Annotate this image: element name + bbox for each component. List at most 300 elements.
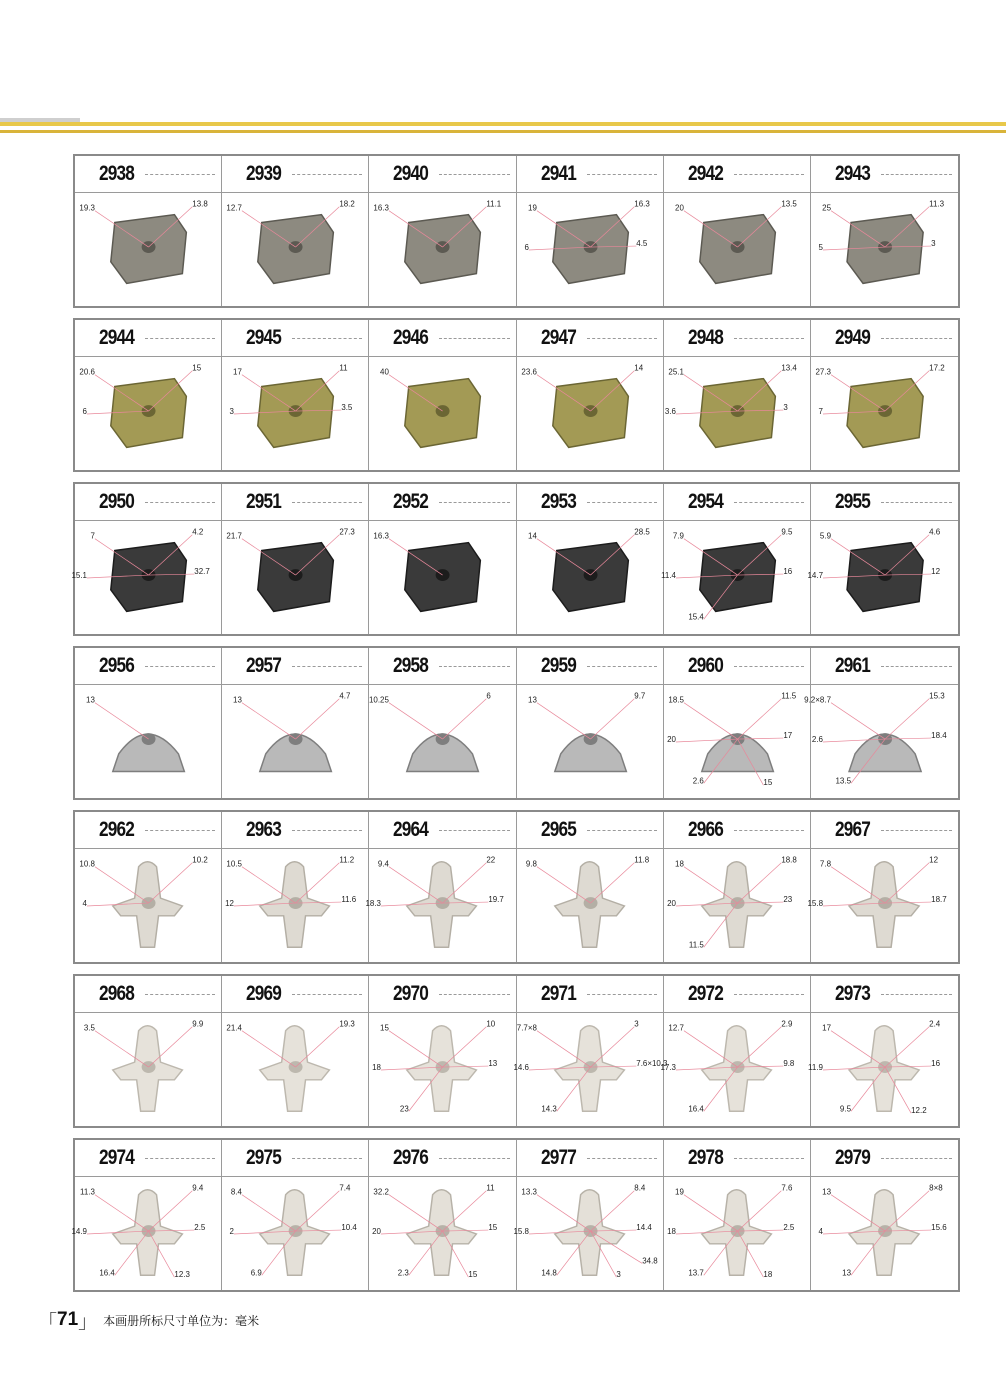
dimension-label: 15.8: [807, 899, 823, 908]
dimension-label: 11.8: [633, 855, 649, 865]
part-illustration: [369, 1013, 515, 1126]
part-header: [75, 976, 221, 1013]
header-dash-line: [145, 338, 215, 339]
dimension-label: 9.9: [192, 1019, 204, 1029]
dimension-leader: [296, 699, 340, 739]
dimension-label: 13: [527, 695, 537, 705]
part-header: [811, 1140, 958, 1177]
dimension-label: 3.5: [341, 403, 353, 413]
part-photo: [512, 1177, 663, 1290]
part-illustration: [807, 521, 958, 634]
dimension-label: 12: [225, 899, 235, 908]
catalog-row: [73, 974, 960, 1128]
dimension-label: 17: [233, 367, 243, 377]
part-header: [811, 976, 958, 1013]
part-cell: [369, 1140, 516, 1290]
dimension-label: 14.9: [71, 1227, 87, 1236]
part-photo: [75, 685, 221, 798]
header-dash-line: [881, 1158, 952, 1159]
part-header: [222, 812, 368, 849]
header-dash-line: [292, 502, 362, 503]
part-photo: [811, 357, 958, 470]
part-header: [517, 484, 663, 521]
dimension-label: 13: [86, 695, 95, 705]
part-illustration: [369, 357, 515, 470]
part-photo: [369, 1013, 515, 1126]
part-number: 2942: [687, 162, 723, 185]
part-header: [369, 484, 515, 521]
part-number: 2976: [393, 1146, 429, 1169]
part-photo: [512, 1013, 667, 1126]
part-header: [811, 484, 958, 521]
header-dash-line: [587, 1158, 657, 1159]
dimension-label: 16.3: [373, 531, 390, 541]
dimension-leader: [443, 699, 487, 739]
part-number: 2943: [834, 162, 870, 185]
part-photo: [222, 521, 368, 634]
dimension-label: 18: [763, 1270, 772, 1280]
part-photo: [222, 357, 368, 470]
part-illustration: [512, 1013, 667, 1126]
part-photo: [365, 849, 515, 962]
dimension-label: 19.3: [79, 203, 95, 213]
dimension-label: 10.25: [369, 695, 390, 705]
part-illustration: [222, 193, 368, 306]
header-dash-line: [145, 830, 215, 831]
part-header: [517, 156, 663, 193]
part-cell: [75, 648, 222, 798]
dimension-label: 9.2×8.7: [803, 695, 831, 705]
dimension-label: 13.5: [780, 199, 797, 209]
part-photo: [664, 849, 810, 962]
part-illustration: [71, 1177, 221, 1290]
part-photo: [75, 1013, 221, 1126]
dimension-leader: [831, 703, 885, 739]
part-photo: [369, 1177, 515, 1290]
bracket-close: 」: [78, 1311, 98, 1333]
dimension-label: 20: [372, 1227, 382, 1236]
dimension-label: 12: [928, 855, 938, 865]
part-header: [664, 320, 810, 357]
part-number: 2955: [834, 490, 870, 513]
part-photo: [517, 685, 663, 798]
header-dash-line: [292, 174, 362, 175]
dimension-label: 11.9: [807, 1063, 823, 1072]
dimension-label: 18: [372, 1063, 382, 1072]
part-photo: [517, 521, 663, 634]
dimension-label: 6.9: [250, 1268, 262, 1278]
part-cell: [664, 648, 811, 798]
dimension-label: 8.4: [230, 1187, 243, 1197]
dimension-label: 2.5: [782, 1223, 795, 1233]
dimension-label: 3: [633, 1019, 639, 1029]
dimension-label: 40: [380, 367, 390, 377]
part-cell: [75, 156, 222, 306]
part-cell: [512, 976, 667, 1126]
part-number: 2962: [99, 818, 135, 841]
part-photo: [664, 685, 810, 798]
part-photo: [811, 193, 958, 306]
part-cell: [222, 812, 369, 962]
part-number: 2939: [246, 162, 282, 185]
part-illustration: [664, 1177, 810, 1290]
dimension-label: 9.5: [839, 1104, 851, 1114]
part-photo: [664, 193, 810, 306]
dimension-label: 9.8: [525, 859, 537, 869]
part-number: 2956: [99, 654, 135, 677]
dimension-label: 11.3: [80, 1187, 95, 1197]
part-cell: [75, 976, 222, 1126]
part-cell: [517, 484, 664, 634]
dimension-label: 2.6: [692, 776, 704, 786]
dimension-label: 20.6: [79, 367, 95, 377]
part-illustration: [71, 521, 221, 634]
part-number: 2940: [393, 162, 429, 185]
unit-note: 本画册所标尺寸单位为：毫米: [103, 1313, 260, 1328]
part-header: [664, 648, 810, 685]
dimension-label: 13.8: [192, 199, 208, 209]
dimension-label: 17: [821, 1023, 831, 1033]
dimension-label: 2.5: [194, 1223, 206, 1233]
part-header: [517, 320, 663, 357]
header-dash-line: [734, 666, 804, 667]
dimension-label: 11.3: [928, 199, 944, 209]
part-number: 2959: [540, 654, 576, 677]
part-photo: [517, 357, 663, 470]
part-cell: [369, 976, 516, 1126]
dimension-label: 16.4: [687, 1104, 704, 1114]
part-number: 2945: [246, 326, 282, 349]
dimension-leader: [389, 703, 443, 739]
part-number: 2953: [540, 490, 576, 513]
part-header: [75, 1140, 221, 1177]
part-photo: [75, 849, 221, 962]
dimension-label: 10.8: [79, 859, 95, 869]
dimension-label: 12.7: [668, 1023, 684, 1033]
part-cell: [222, 648, 369, 798]
dimension-label: 3.5: [83, 1023, 95, 1033]
part-photo: [71, 1177, 221, 1290]
header-dash-line: [439, 502, 509, 503]
part-illustration: [222, 685, 368, 798]
part-header: [811, 156, 958, 193]
part-header: [811, 648, 958, 685]
dimension-label: 23: [782, 895, 792, 905]
dimension-label: 7.6: [780, 1183, 793, 1193]
part-cell: [807, 812, 958, 962]
part-header: [75, 812, 221, 849]
header-dash-line: [292, 666, 362, 667]
part-photo: [807, 849, 958, 962]
dimension-label: 2.3: [398, 1268, 410, 1278]
header-dash-line: [587, 174, 657, 175]
page-header-area: [0, 0, 1006, 118]
dimension-leader: [590, 699, 634, 739]
part-illustration: [222, 849, 368, 962]
dimension-leader: [536, 703, 590, 739]
part-illustration: [222, 1177, 368, 1290]
part-cell: [369, 484, 516, 634]
part-illustration: [222, 1013, 368, 1126]
dimension-label: 25.1: [668, 367, 684, 377]
part-illustration: [664, 357, 810, 470]
header-dash-line: [439, 174, 509, 175]
part-cell: [517, 648, 664, 798]
dimension-label: 11.6: [341, 895, 357, 905]
part-illustration: [664, 193, 810, 306]
dimension-label: 10.4: [341, 1223, 357, 1233]
header-dash-line: [145, 502, 215, 503]
header-dash-line: [587, 666, 657, 667]
part-photo: [71, 521, 221, 634]
part-number: 2946: [393, 326, 429, 349]
page-number: 71: [57, 1309, 79, 1330]
dimension-label: 14.4: [635, 1223, 652, 1233]
part-illustration: [807, 1013, 958, 1126]
dimension-label: 18.7: [930, 895, 947, 905]
part-number: 2967: [834, 818, 870, 841]
catalog-row: [73, 1138, 960, 1292]
dimension-label: 15: [468, 1270, 478, 1280]
part-cell: [369, 320, 516, 470]
part-photo: [660, 521, 810, 634]
part-header: [75, 484, 221, 521]
part-photo: [660, 1013, 810, 1126]
part-number: 2971: [540, 982, 576, 1005]
part-illustration: [75, 685, 221, 798]
part-number: 2958: [393, 654, 429, 677]
dimension-label: 9.7: [633, 691, 645, 701]
dimension-label: 12.3: [174, 1270, 190, 1280]
dimension-leader: [885, 699, 929, 739]
dimension-label: 3: [615, 1270, 621, 1280]
dimension-label: 4.7: [339, 691, 351, 701]
part-illustration: [517, 849, 663, 962]
part-cell: [664, 1140, 811, 1290]
part-illustration: [369, 1177, 515, 1290]
part-cell: [369, 648, 516, 798]
header-dash-line: [881, 174, 952, 175]
part-number: 2948: [687, 326, 723, 349]
part-illustration: [222, 357, 368, 470]
dimension-label: 2.9: [780, 1019, 793, 1029]
part-cell: [71, 1140, 222, 1290]
part-number: 2938: [99, 162, 135, 185]
dimension-label: 9.4: [378, 859, 390, 869]
part-number: 2975: [246, 1146, 282, 1169]
dimension-leader: [684, 703, 738, 739]
part-cell: [811, 156, 958, 306]
dimension-label: 7.4: [339, 1183, 351, 1193]
dimension-label: 15: [380, 1023, 390, 1033]
part-cell: [517, 812, 664, 962]
part-photo: [369, 685, 515, 798]
part-photo: [222, 1177, 368, 1290]
dimension-label: 13: [233, 695, 243, 705]
dimension-label: 16.4: [99, 1268, 115, 1278]
part-cell: [222, 320, 369, 470]
part-header: [517, 812, 663, 849]
part-header: [369, 976, 515, 1013]
dimension-label: 13: [821, 1187, 831, 1197]
part-header: [222, 976, 368, 1013]
header-dash-line: [734, 502, 804, 503]
part-illustration: [75, 1013, 221, 1126]
part-header: [664, 1140, 810, 1177]
part-cell: [660, 484, 811, 634]
part-cell: [222, 976, 369, 1126]
part-header: [369, 1140, 515, 1177]
dimension-leader: [242, 703, 296, 739]
header-dash-line: [881, 830, 952, 831]
part-number: 2969: [246, 982, 282, 1005]
dimension-label: 11: [486, 1183, 495, 1193]
header-dash-line: [587, 830, 657, 831]
part-photo: [807, 521, 958, 634]
dimension-label: 20: [666, 735, 676, 744]
dimension-label: 14.8: [540, 1268, 557, 1278]
dimension-label: 4.5: [635, 239, 647, 249]
page-footer: [38, 1308, 259, 1332]
header-dash-line: [881, 502, 952, 503]
part-cell: [71, 484, 222, 634]
part-number: 2961: [834, 654, 870, 677]
part-illustration: [811, 1177, 958, 1290]
part-illustration: [75, 357, 221, 470]
dimension-label: 13.4: [780, 363, 797, 373]
dimension-label: 15: [763, 778, 772, 788]
dimension-label: 2.4: [928, 1019, 941, 1029]
part-photo: [517, 193, 663, 306]
dimension-label: 18.2: [339, 199, 355, 209]
part-cell: [660, 976, 811, 1126]
dimension-label: 11.5: [780, 691, 796, 701]
dimension-label: 28.5: [633, 527, 650, 537]
dimension-label: 16: [782, 567, 792, 577]
dimension-label: 10.2: [192, 855, 208, 865]
header-dash-line: [145, 1158, 215, 1159]
header-dash-line: [439, 994, 509, 995]
part-cell: [365, 812, 516, 962]
part-cell: [75, 320, 222, 470]
part-number: 2968: [99, 982, 135, 1005]
dimension-label: 7.8: [819, 859, 831, 869]
part-header: [369, 320, 515, 357]
part-illustration: [660, 521, 810, 634]
header-dash-line: [145, 994, 215, 995]
bracket-open: 「: [38, 1311, 58, 1333]
part-header: [369, 156, 515, 193]
catalog-row: [73, 646, 960, 800]
part-number: 2977: [540, 1146, 576, 1169]
part-number: 2950: [99, 490, 135, 513]
dimension-label: 4: [818, 1227, 823, 1236]
dimension-label: 12.7: [226, 203, 243, 213]
accent-rule-bottom: [0, 130, 1006, 133]
header-dash-line: [587, 994, 657, 995]
dimension-label: 20: [674, 203, 684, 213]
dimension-label: 11.2: [339, 855, 355, 865]
part-number: 2944: [99, 326, 135, 349]
dimension-label: 19.3: [339, 1019, 355, 1029]
part-illustration: [517, 521, 663, 634]
part-photo: [222, 1013, 368, 1126]
part-cell: [811, 1140, 958, 1290]
part-cell: [664, 156, 811, 306]
dimension-label: 22: [486, 855, 496, 865]
part-cell: [369, 156, 516, 306]
dimension-label: 14: [527, 531, 537, 541]
part-header: [75, 648, 221, 685]
dimension-label: 6: [524, 243, 529, 252]
part-header: [811, 320, 958, 357]
part-illustration: [369, 521, 515, 634]
part-photo: [222, 193, 368, 306]
dimension-label: 10.5: [226, 859, 243, 869]
dimension-label: 34.8: [641, 1256, 658, 1266]
part-number: 2960: [687, 654, 723, 677]
part-illustration: [664, 685, 810, 798]
header-dash-line: [734, 174, 804, 175]
dimension-label: 4.2: [192, 527, 204, 537]
dimension-label: 15.8: [512, 1227, 529, 1236]
dimension-label: 6: [82, 407, 87, 416]
part-illustration: [369, 193, 515, 306]
part-photo: [664, 357, 810, 470]
dimension-label: 5.9: [819, 531, 831, 541]
header-dash-line: [734, 338, 804, 339]
header-dash-line: [734, 1158, 804, 1159]
part-cell: [75, 812, 222, 962]
dimension-label: 15.1: [71, 571, 87, 580]
dimension-label: 19: [674, 1187, 684, 1197]
dimension-label: 13: [841, 1268, 851, 1278]
dimension-label: 19: [527, 203, 537, 213]
dimension-label: 14.3: [540, 1104, 557, 1114]
dimension-label: 9.5: [780, 527, 793, 537]
dimension-label: 12.2: [910, 1106, 927, 1116]
dimension-label: 16: [930, 1059, 940, 1069]
part-number: 2978: [687, 1146, 723, 1169]
part-illustration: [811, 193, 958, 306]
part-photo: [369, 357, 515, 470]
part-number: 2970: [393, 982, 429, 1005]
part-number: 2974: [99, 1146, 135, 1169]
part-header: [222, 156, 368, 193]
part-number: 2965: [540, 818, 576, 841]
dimension-label: 3: [229, 407, 235, 416]
dimension-label: 16.3: [373, 203, 390, 213]
dimension-label: 16.3: [633, 199, 650, 209]
part-cell: [222, 156, 369, 306]
dimension-leader: [95, 703, 149, 739]
dimension-label: 18: [674, 859, 684, 869]
header-dash-line: [734, 994, 804, 995]
part-cell: [807, 484, 958, 634]
dimension-label: 7.9: [672, 531, 684, 541]
part-cell: [512, 1140, 664, 1290]
dimension-label: 18.8: [780, 855, 797, 865]
part-header: [222, 484, 368, 521]
part-illustration: [517, 685, 663, 798]
part-number: 2952: [393, 490, 429, 513]
dimension-label: 15.4: [687, 612, 704, 622]
dimension-label: 5: [818, 243, 823, 252]
part-photo: [811, 1177, 958, 1290]
header-dash-line: [587, 338, 657, 339]
part-header: [664, 812, 810, 849]
catalog-row: [73, 810, 960, 964]
